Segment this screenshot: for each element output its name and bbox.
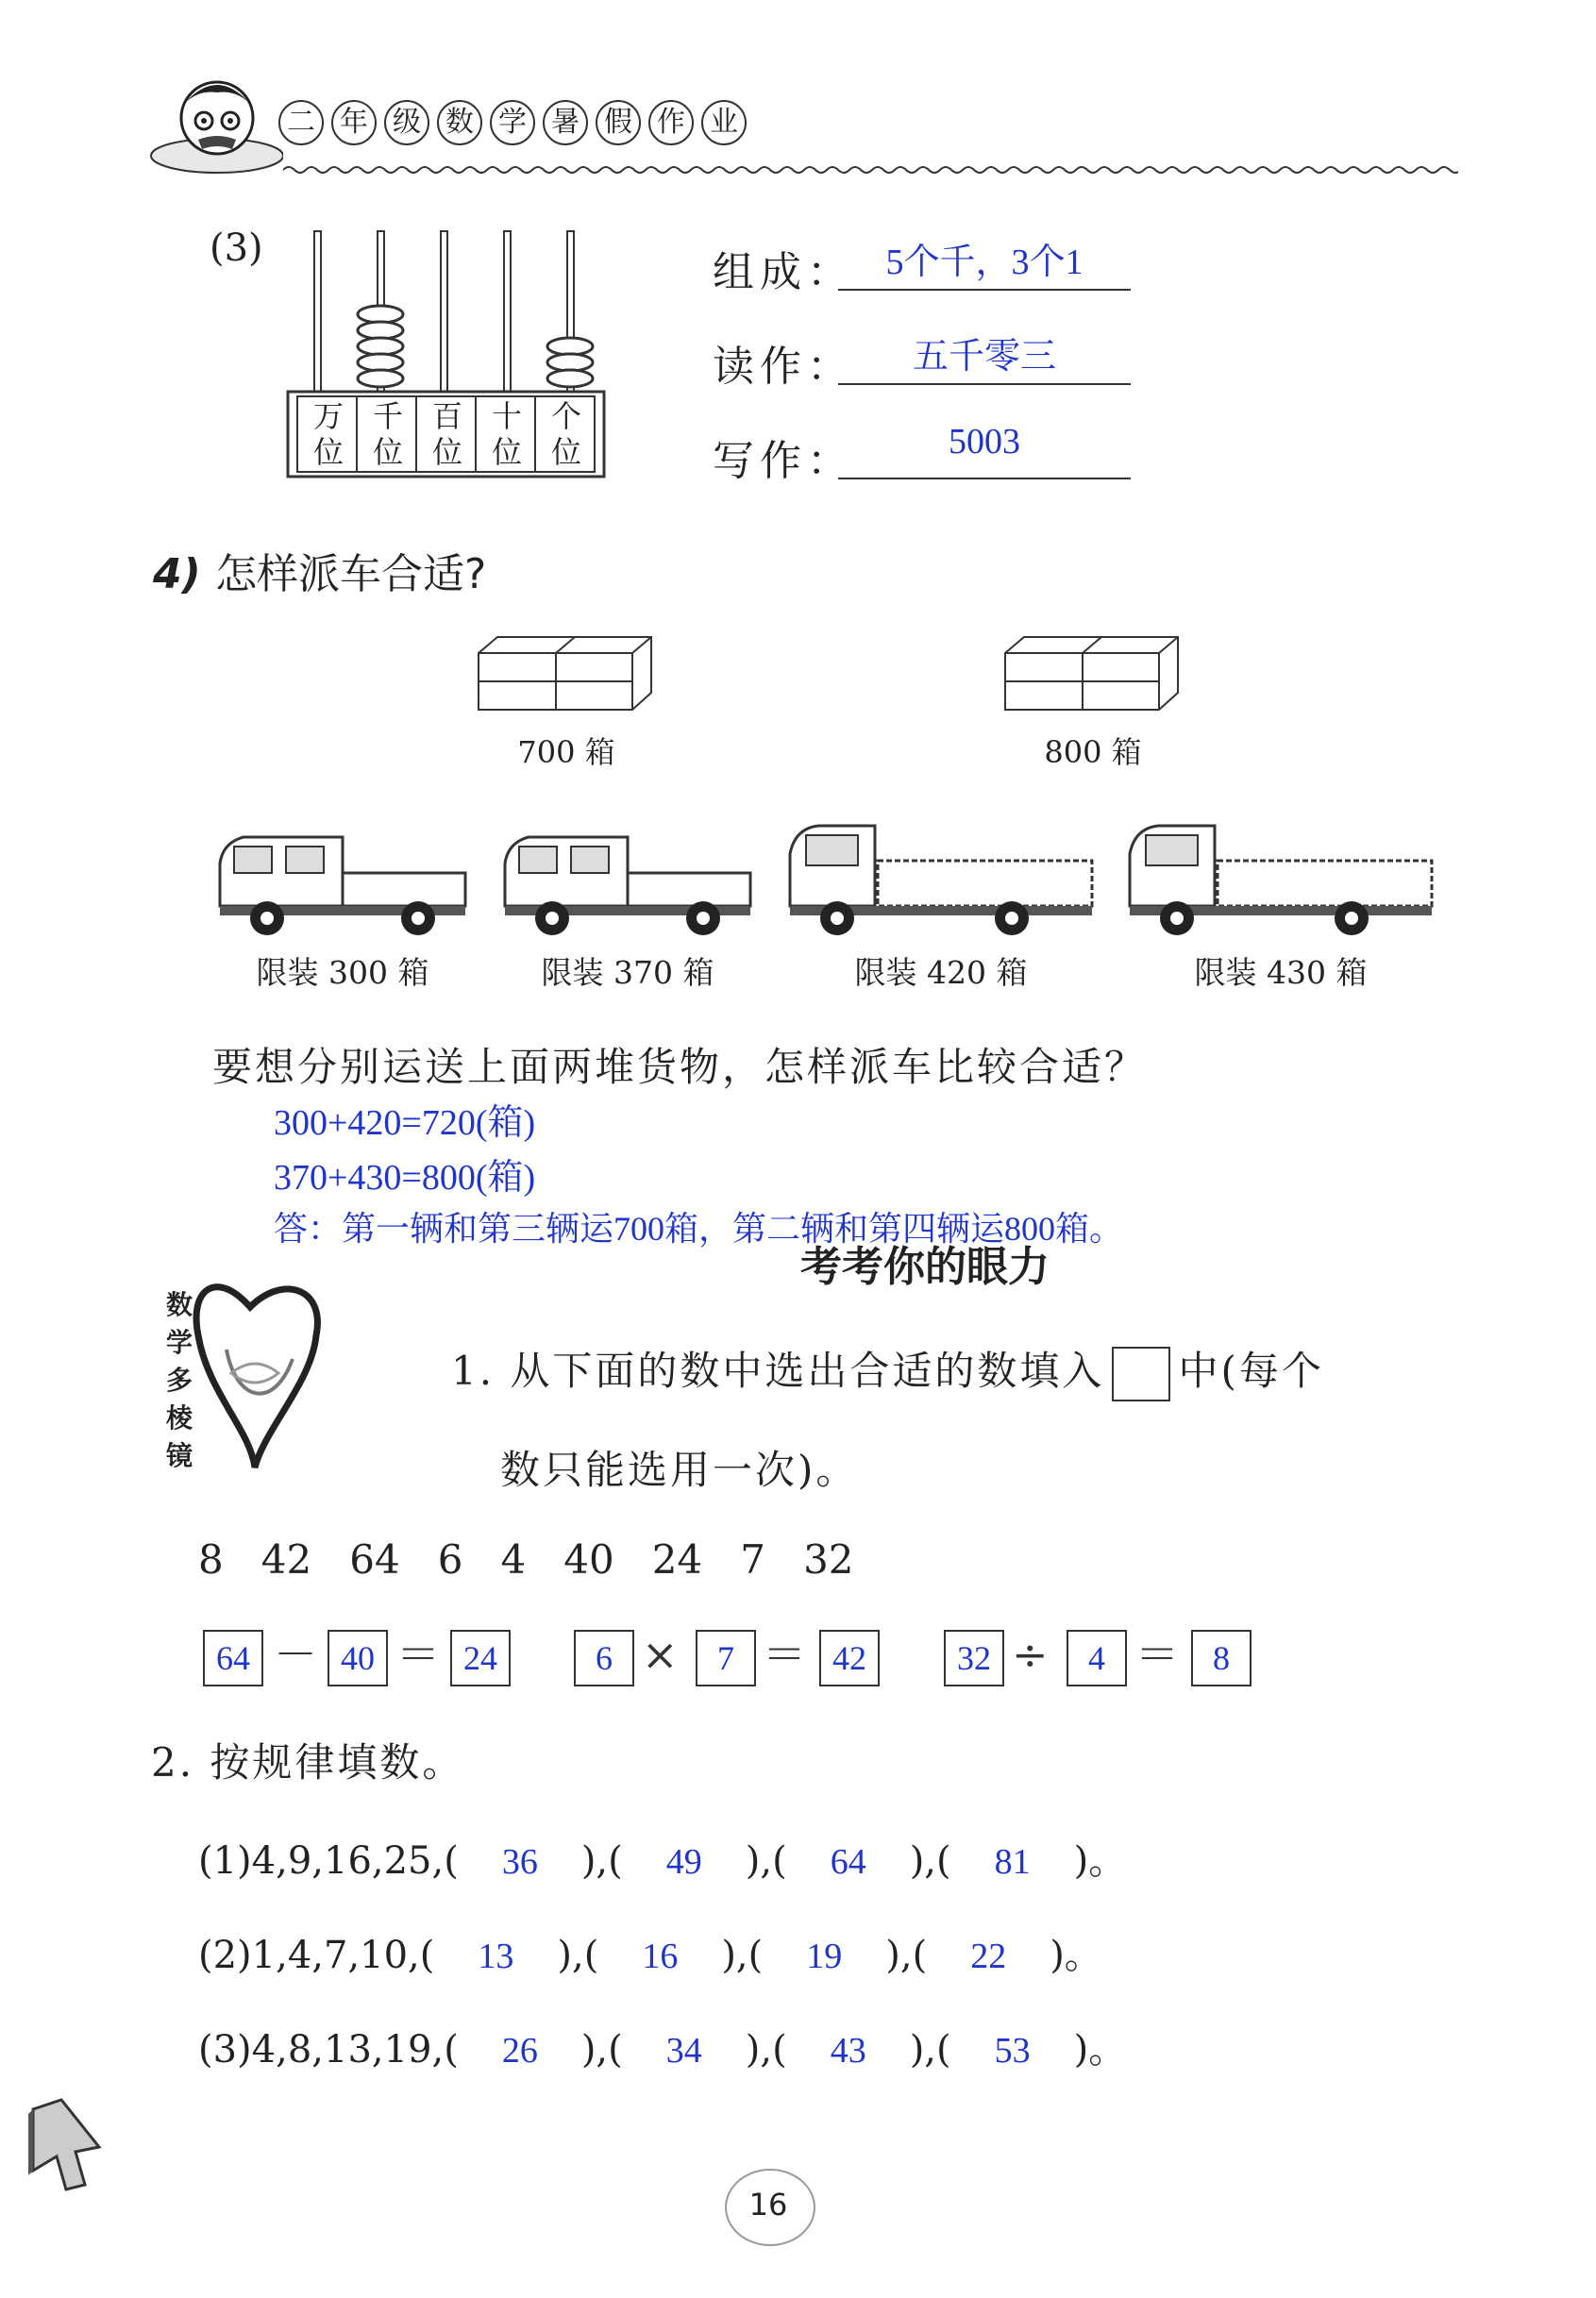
box-pile-800 <box>1003 634 1183 729</box>
eq2-box-c[interactable]: 42 <box>819 1630 880 1686</box>
eq3-box-b[interactable]: 4 <box>1067 1630 1127 1686</box>
badge-char: 学 <box>165 1327 193 1358</box>
eq2-times: × <box>642 1629 679 1680</box>
pattern-answer[interactable]: 26 <box>501 2031 538 2071</box>
eq3-box-a[interactable]: 32 <box>944 1630 1004 1686</box>
answer-line-1[interactable]: 300+420=720(箱) <box>274 1103 536 1143</box>
read-label: 读作： <box>713 343 854 391</box>
eq3-divide: ÷ <box>1012 1629 1049 1680</box>
write-line <box>838 478 1131 479</box>
place-label-qian: 千 位 <box>372 398 403 470</box>
title-char: 学 <box>490 100 535 145</box>
pattern-answer[interactable]: 53 <box>994 2031 1031 2071</box>
truck-3-capacity: 限装 420 箱 <box>854 954 1028 991</box>
eq2-box-a[interactable]: 6 <box>574 1630 634 1686</box>
pattern-answer[interactable]: 19 <box>806 1937 843 1976</box>
header-wavy-line <box>283 160 1458 179</box>
pattern-row-2: (2)1,4,7,10,( 13 ),( 16 ),( 19 ),( 22 )。 <box>198 1934 1102 1977</box>
title-char: 业 <box>701 100 747 145</box>
eq1-equals: ＝ <box>396 1629 440 1680</box>
compose-line <box>838 289 1131 291</box>
pattern-row-3: (3)4,8,13,19,( 26 ),( 34 ),( 43 ),( 53 )。 <box>198 2028 1127 2072</box>
badge-char: 镜 <box>165 1440 193 1471</box>
pattern-answer[interactable]: 49 <box>665 1842 702 1882</box>
pile-700-label: 700 箱 <box>517 734 615 770</box>
write-label: 写作： <box>713 437 854 485</box>
pile-800-label: 800 箱 <box>1044 734 1142 770</box>
compose-label: 组成： <box>713 248 854 296</box>
title-char: 数 <box>437 100 482 145</box>
pattern-answer[interactable]: 36 <box>501 1842 538 1882</box>
number-choices: 8 42 64 6 4 40 24 7 32 <box>198 1536 854 1583</box>
truck-1-capacity: 限装 300 箱 <box>256 954 429 991</box>
eq3-box-c[interactable]: 8 <box>1191 1630 1252 1686</box>
place-label-bai: 百 位 <box>431 398 462 470</box>
pattern-answer[interactable]: 81 <box>994 1842 1031 1882</box>
eq1-minus: － <box>274 1629 317 1680</box>
math-prism-badge <box>160 1269 340 1486</box>
title-char: 级 <box>384 100 429 145</box>
box-pile-700 <box>477 634 656 729</box>
pattern-row-1: (1)4,9,16,25,( 36 ),( 49 ),( 64 ),( 81 )。 <box>198 1839 1127 1883</box>
pattern-answer[interactable]: 34 <box>665 2031 702 2071</box>
pattern-answer[interactable]: 43 <box>830 2031 866 2071</box>
truck-4-image <box>1125 821 1436 939</box>
q1-part2: 中(每个 <box>1178 1348 1324 1394</box>
q1-box-glyph <box>1112 1347 1170 1401</box>
truck-2-capacity: 限装 370 箱 <box>541 954 714 991</box>
truck-4-capacity: 限装 430 箱 <box>1194 954 1368 991</box>
corner-arrow-icon <box>24 2095 109 2199</box>
title-char: 二 <box>278 100 324 145</box>
badge-char: 棱 <box>165 1402 193 1434</box>
pattern-row-prefix: (3)4,8,13,19,( <box>198 2028 459 2072</box>
pattern-title: 2. 按规律填数。 <box>151 1739 465 1786</box>
abacus-label: (3) <box>210 226 263 270</box>
write-answer[interactable]: 5003 <box>949 422 1020 461</box>
eq2-equals: ＝ <box>763 1629 806 1680</box>
q1-text <box>451 1340 1324 1401</box>
eq1-box-c[interactable]: 24 <box>450 1630 511 1686</box>
q1-line2: 数只能选用一次)。 <box>500 1447 859 1493</box>
pattern-answer[interactable]: 64 <box>830 1842 866 1882</box>
truck-question: 要想分别运送上面两堆货物，怎样派车比较合适？ <box>212 1044 1148 1090</box>
badge-char: 数 <box>165 1289 193 1320</box>
pattern-row-prefix: (2)1,4,7,10,( <box>198 1934 435 1977</box>
header-title <box>278 100 754 145</box>
badge-text <box>160 1286 198 1475</box>
place-label-shi: 十 位 <box>491 398 522 470</box>
truck-1-image <box>215 826 470 939</box>
section-number: 4 <box>153 550 182 598</box>
section-number-bracket: ) <box>181 550 201 598</box>
truck-2-image <box>500 826 755 939</box>
title-char: 作 <box>648 100 694 145</box>
section-title: 怎样派车合适? <box>215 550 487 598</box>
pattern-row-prefix: (1)4,9,16,25,( <box>198 1839 459 1883</box>
page-number: 16 <box>748 2187 788 2223</box>
title-char: 年 <box>331 100 377 145</box>
eq3-equals: ＝ <box>1135 1629 1179 1680</box>
pattern-answer[interactable]: 16 <box>642 1937 679 1976</box>
place-label-wan: 万 位 <box>312 398 344 470</box>
eq1-box-b[interactable]: 40 <box>328 1630 388 1686</box>
eq2-box-b[interactable]: 7 <box>696 1630 756 1686</box>
section-4-title <box>153 540 486 600</box>
title-char: 假 <box>596 100 641 145</box>
eq1-box-a[interactable]: 64 <box>203 1630 263 1686</box>
pattern-answer[interactable]: 22 <box>970 1937 1007 1976</box>
eyesight-heading: 考考你的眼力 <box>800 1243 1050 1291</box>
truck-3-image <box>785 821 1097 939</box>
pattern-answer[interactable]: 13 <box>478 1937 514 1976</box>
badge-char: 多 <box>165 1365 193 1396</box>
read-line <box>838 383 1131 385</box>
compose-answer[interactable]: 5个千，3个1 <box>885 243 1084 282</box>
header-mascot <box>142 66 283 179</box>
place-label-ge: 个 位 <box>550 398 581 470</box>
read-answer[interactable]: 五千零三 <box>912 337 1056 377</box>
answer-line-2[interactable]: 370+430=800(箱) <box>274 1158 536 1198</box>
q1-part1: 1. 从下面的数中选出合适的数填入 <box>451 1348 1105 1394</box>
title-char: 暑 <box>543 100 588 145</box>
answer-line-3[interactable]: 答：第一辆和第三辆运700箱，第二辆和第四辆运800箱。 <box>274 1210 1124 1248</box>
